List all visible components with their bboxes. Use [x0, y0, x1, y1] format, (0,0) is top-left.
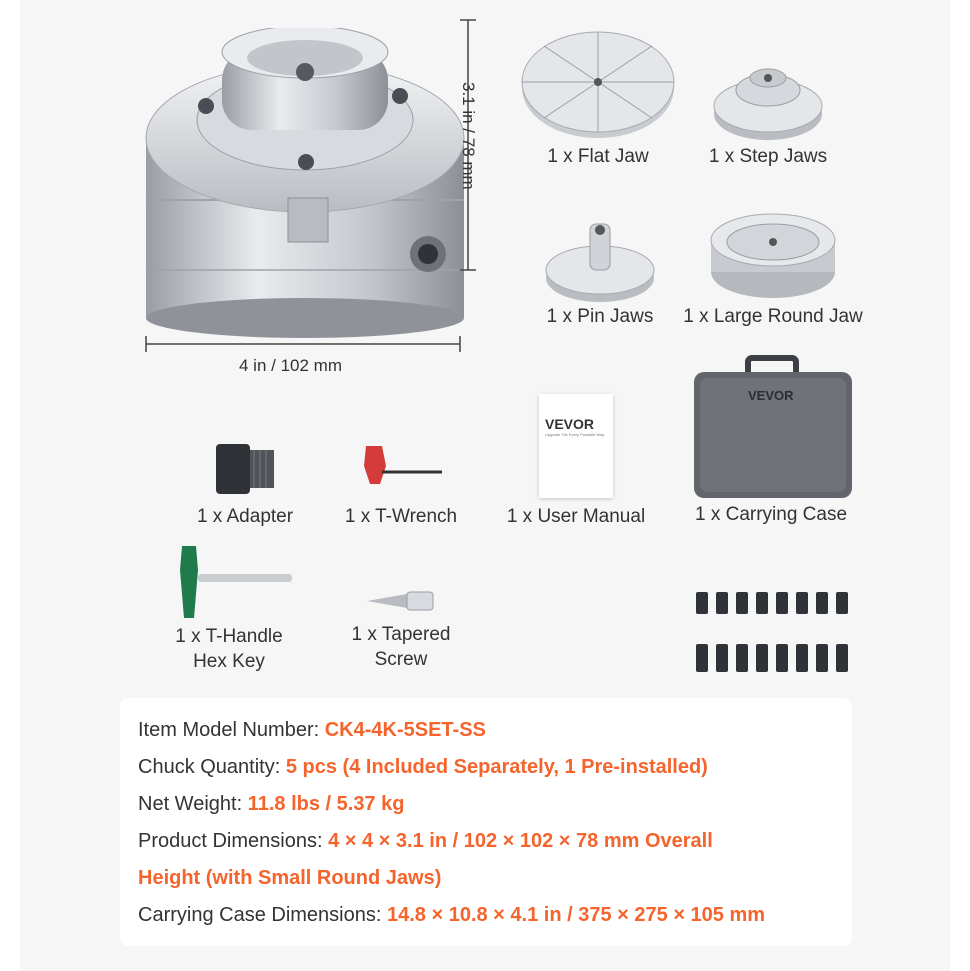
spec-row-model: Item Model Number: CK4-4K-5SET-SS	[138, 719, 486, 741]
height-dimension-label: 3.1 in / 78 mm	[459, 82, 478, 190]
flat-jaw-image	[518, 24, 678, 144]
adapter-label: 1 x Adapter	[196, 506, 294, 527]
carrying-case-image	[686, 354, 856, 502]
t-wrench-item	[326, 432, 476, 529]
carrying-case-item	[676, 354, 866, 527]
carrying-case-label: 1 x Carrying Case	[694, 504, 848, 525]
left-border	[0, 0, 20, 971]
t-wrench-label: 1 x T-Wrench	[344, 506, 458, 527]
step-jaws-image	[708, 24, 828, 144]
pin-jaws-label: 1 x Pin Jaws	[546, 306, 654, 327]
t-handle-hex-key-image	[164, 540, 294, 624]
right-border	[950, 0, 970, 971]
user-manual-label: 1 x User Manual	[506, 506, 646, 527]
manual-logo: VEVOR	[545, 416, 595, 432]
step-jaws-item	[688, 24, 848, 169]
spec-panel	[120, 698, 852, 946]
spec-row-product-dimensions: Product Dimensions: 4 × 4 × 3.1 in / 102 × 102 × 78 mm Overall	[138, 830, 713, 852]
pin-jaws-item	[520, 208, 680, 329]
manual-subtitle: Upgrade Tile Every Possible Way	[545, 432, 605, 437]
chuck-image	[138, 28, 468, 340]
large-round-jaw-label: 1 x Large Round Jaw	[683, 306, 863, 327]
large-round-jaw-image	[703, 200, 843, 304]
screw-set-image	[690, 584, 850, 678]
user-manual-image	[539, 394, 613, 498]
tapered-screw-item	[328, 580, 474, 672]
flat-jaw-item	[508, 24, 688, 169]
large-round-jaw-item	[678, 200, 868, 329]
spec-row-net-weight: Net Weight: 11.8 lbs / 5.37 kg	[138, 793, 405, 815]
tapered-screw-label: 1 x Tapered Screw	[351, 624, 451, 670]
user-manual-item	[494, 394, 658, 529]
spec-row-case-dimensions: Carrying Case Dimensions: 14.8 × 10.8 × 4.1 in / 375 × 275 × 105 mm	[138, 904, 766, 926]
t-wrench-image	[346, 432, 456, 504]
tapered-screw-image	[361, 580, 441, 622]
case-logo: VEVOR	[748, 388, 794, 403]
t-handle-hex-key-item	[154, 540, 304, 674]
adapter-item	[160, 432, 330, 529]
adapter-image	[210, 432, 280, 504]
pin-jaws-image	[540, 208, 660, 304]
spec-row-chuck-quantity: Chuck Quantity: 5 pcs (4 Included Separately, 1 Pre-installed)	[138, 756, 708, 778]
spec-row-product-dimensions-cont: Height (with Small Round Jaws)	[138, 867, 442, 889]
width-dimension-label: 4 in / 102 mm	[239, 356, 342, 375]
t-handle-hex-key-label: 1 x T-Handle Hex Key	[175, 626, 283, 672]
width-dimension-line	[144, 334, 462, 354]
step-jaws-label: 1 x Step Jaws	[708, 146, 828, 167]
flat-jaw-label: 1 x Flat Jaw	[547, 146, 649, 167]
